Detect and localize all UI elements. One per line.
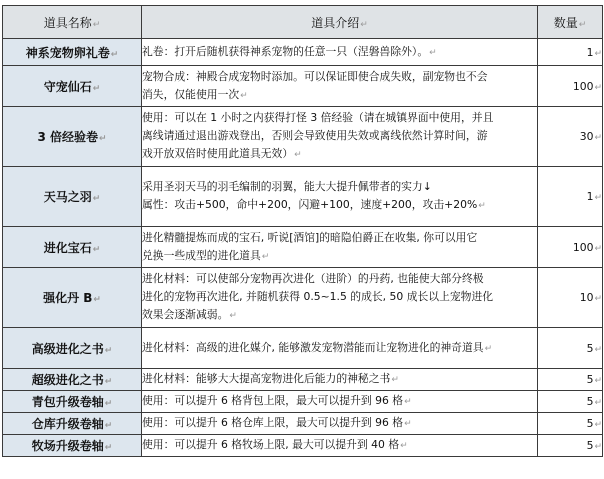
item-name-cell	[3, 391, 142, 413]
para-mark: ↵	[92, 19, 101, 30]
para-mark: ↵	[391, 375, 399, 385]
item-name: 高级进化之书	[31, 341, 104, 356]
para-mark: ↵	[104, 443, 113, 453]
para-mark: ↵	[594, 294, 602, 304]
item-name-cell	[3, 268, 142, 328]
item-name: 进化宝石	[43, 240, 92, 255]
table-row	[3, 413, 603, 435]
para-mark: ↵	[104, 399, 113, 409]
item-name-cell	[3, 227, 142, 268]
para-mark: ↵	[261, 251, 270, 262]
item-desc-line: 使用：可以在 1 小时之内获得打怪 3 倍经验（请在城镇界面中使用，并且	[142, 111, 494, 124]
para-mark: ↵	[594, 48, 602, 59]
item-qty-cell	[538, 268, 603, 328]
table-row	[3, 328, 603, 369]
item-desc-cell	[142, 227, 538, 268]
item-qty: 10	[579, 291, 594, 304]
para-mark: ↵	[429, 47, 437, 58]
para-mark: ↵	[404, 419, 412, 429]
item-desc-line: 进化材料：高级的进化媒介, 能够激发宠物潜能而让宠物进化的神奇道具↵	[142, 340, 493, 354]
item-desc-line: 属性：攻击+500，命中+200，闪避+100，速度+200，攻击+20%↵	[142, 198, 486, 211]
item-name-cell	[3, 167, 142, 227]
item-desc-line: 兑换一些成型的进化道具↵	[142, 248, 270, 262]
para-mark: ↵	[93, 295, 101, 305]
item-name: 牧场升级卷轴	[31, 439, 104, 453]
para-mark: ↵	[104, 345, 113, 356]
item-qty-cell	[538, 227, 603, 268]
para-mark: ↵	[229, 311, 237, 321]
item-qty-cell	[538, 39, 603, 66]
para-mark: ↵	[594, 376, 602, 386]
item-desc-cell	[142, 391, 538, 413]
items-table	[2, 5, 603, 457]
item-desc-line: 离线请通过退出游戏登出，否则会导致使用失效或离线依然计算时间，游	[142, 129, 488, 142]
para-mark: ↵	[594, 243, 602, 254]
item-name: 超级进化之书	[31, 373, 104, 387]
item-name: 3 倍经验卷	[37, 130, 98, 144]
para-mark: ↵	[104, 421, 113, 431]
item-desc-cell	[142, 107, 538, 167]
para-mark: ↵	[578, 19, 587, 30]
item-qty-cell	[538, 167, 603, 227]
para-mark: ↵	[240, 90, 248, 101]
item-desc-line: 使用：可以提升 6 格背包上限，最大可以提升到 96 格↵	[142, 394, 412, 407]
item-desc-cell	[142, 268, 538, 328]
item-qty: 5	[586, 417, 594, 430]
para-mark: ↵	[104, 377, 113, 387]
item-name-cell	[3, 107, 142, 167]
item-qty-cell	[538, 413, 603, 435]
table-row	[3, 66, 603, 107]
para-mark: ↵	[484, 343, 493, 354]
item-desc-cell	[142, 328, 538, 369]
item-qty: 1	[586, 45, 594, 59]
item-name-cell	[3, 66, 142, 107]
para-mark: ↵	[594, 133, 602, 143]
item-qty: 1	[586, 190, 594, 203]
item-desc-cell	[142, 167, 538, 227]
table-row	[3, 107, 603, 167]
item-desc-line: 进化材料：可以使部分宠物再次进化（进阶）的丹药, 也能使大部分终极	[142, 272, 484, 285]
para-mark: ↵	[92, 244, 101, 255]
item-name-cell	[3, 369, 142, 391]
item-desc-line: 使用：可以提升 6 格仓库上限，最大可以提升到 96 格↵	[142, 416, 412, 429]
item-qty: 5	[586, 373, 594, 386]
item-qty-cell	[538, 328, 603, 369]
item-desc-cell	[142, 435, 538, 457]
item-name: 仓库升级卷轴	[31, 417, 104, 431]
col-header-intro: 道具介绍↵	[142, 6, 538, 39]
item-qty: 5	[586, 341, 594, 355]
item-desc-line: 消失，仅能使用一次↵	[142, 87, 248, 101]
table-row	[3, 435, 603, 457]
table-row	[3, 227, 603, 268]
item-desc-line: 使用：可以提升 6 格牧场上限, 最大可以提升到 40 格↵	[142, 438, 408, 451]
para-mark: ↵	[92, 83, 101, 94]
item-desc-cell	[142, 413, 538, 435]
item-qty-cell	[538, 107, 603, 167]
item-qty-cell	[538, 369, 603, 391]
item-qty-cell	[538, 66, 603, 107]
col-header-qty: 数量↵	[538, 6, 603, 39]
item-desc-line: 宠物合成：神殿合成宠物时添加。可以保证即使合成失败，副宠物也不会	[142, 69, 488, 83]
item-desc-line: 进化材料：能够大大提高宠物进化后能力的神秘之书↵	[142, 372, 399, 385]
item-qty: 100	[572, 240, 594, 254]
para-mark: ↵	[294, 150, 302, 160]
para-mark: ↵	[594, 82, 602, 93]
header-row	[3, 6, 603, 39]
table-row	[3, 39, 603, 66]
item-name: 天马之羽	[43, 190, 92, 204]
item-desc-line: 戏开放双倍时使用此道具无效）↵	[142, 147, 302, 160]
table-row	[3, 268, 603, 328]
table-row	[3, 369, 603, 391]
item-desc-line: 采用圣羽天马的羽毛编制的羽翼，能大大提升佩带者的实力↓	[142, 180, 432, 193]
item-qty: 30	[579, 130, 594, 143]
item-name: 青包升级卷轴	[31, 395, 104, 409]
table-row	[3, 167, 603, 227]
item-desc-line: 礼卷：打开后随机获得神系宠物的任意一只（涅磐兽除外）。↵	[142, 44, 437, 58]
para-mark: ↵	[92, 194, 101, 204]
item-name-cell	[3, 39, 142, 66]
item-qty-cell	[538, 391, 603, 413]
item-name: 守宠仙石	[43, 79, 92, 94]
para-mark: ↵	[400, 441, 408, 451]
item-qty: 5	[586, 395, 594, 408]
col-header-name: 道具名称↵	[3, 6, 142, 39]
para-mark: ↵	[404, 397, 412, 407]
item-desc-cell	[142, 39, 538, 66]
item-name: 神系宠物卵礼卷	[25, 45, 110, 60]
para-mark: ↵	[594, 420, 602, 430]
para-mark: ↵	[594, 442, 602, 452]
para-mark: ↵	[98, 134, 107, 144]
item-desc-line: 效果会逐渐减弱。↵	[142, 308, 237, 321]
item-name-cell	[3, 435, 142, 457]
item-qty: 100	[572, 79, 594, 93]
para-mark: ↵	[478, 201, 486, 211]
para-mark: ↵	[594, 193, 602, 203]
item-desc-line: 进化的宠物再次进化, 并随机获得 0.5~1.5 的成长, 50 成长以上宠物进化	[142, 290, 494, 303]
item-desc-line: 进化精髓提炼而成的宝石, 听说[酒馆]的暗隐伯爵正在收集, 你可以用它	[142, 230, 478, 244]
para-mark: ↵	[110, 49, 119, 60]
para-mark: ↵	[594, 344, 602, 355]
para-mark: ↵	[594, 398, 602, 408]
item-qty: 5	[586, 439, 594, 452]
item-name: 强化丹 B	[43, 291, 93, 305]
para-mark: ↵	[360, 19, 368, 30]
item-desc-cell	[142, 369, 538, 391]
table-row	[3, 391, 603, 413]
item-name-cell	[3, 328, 142, 369]
item-desc-cell	[142, 66, 538, 107]
item-name-cell	[3, 413, 142, 435]
item-qty-cell	[538, 435, 603, 457]
